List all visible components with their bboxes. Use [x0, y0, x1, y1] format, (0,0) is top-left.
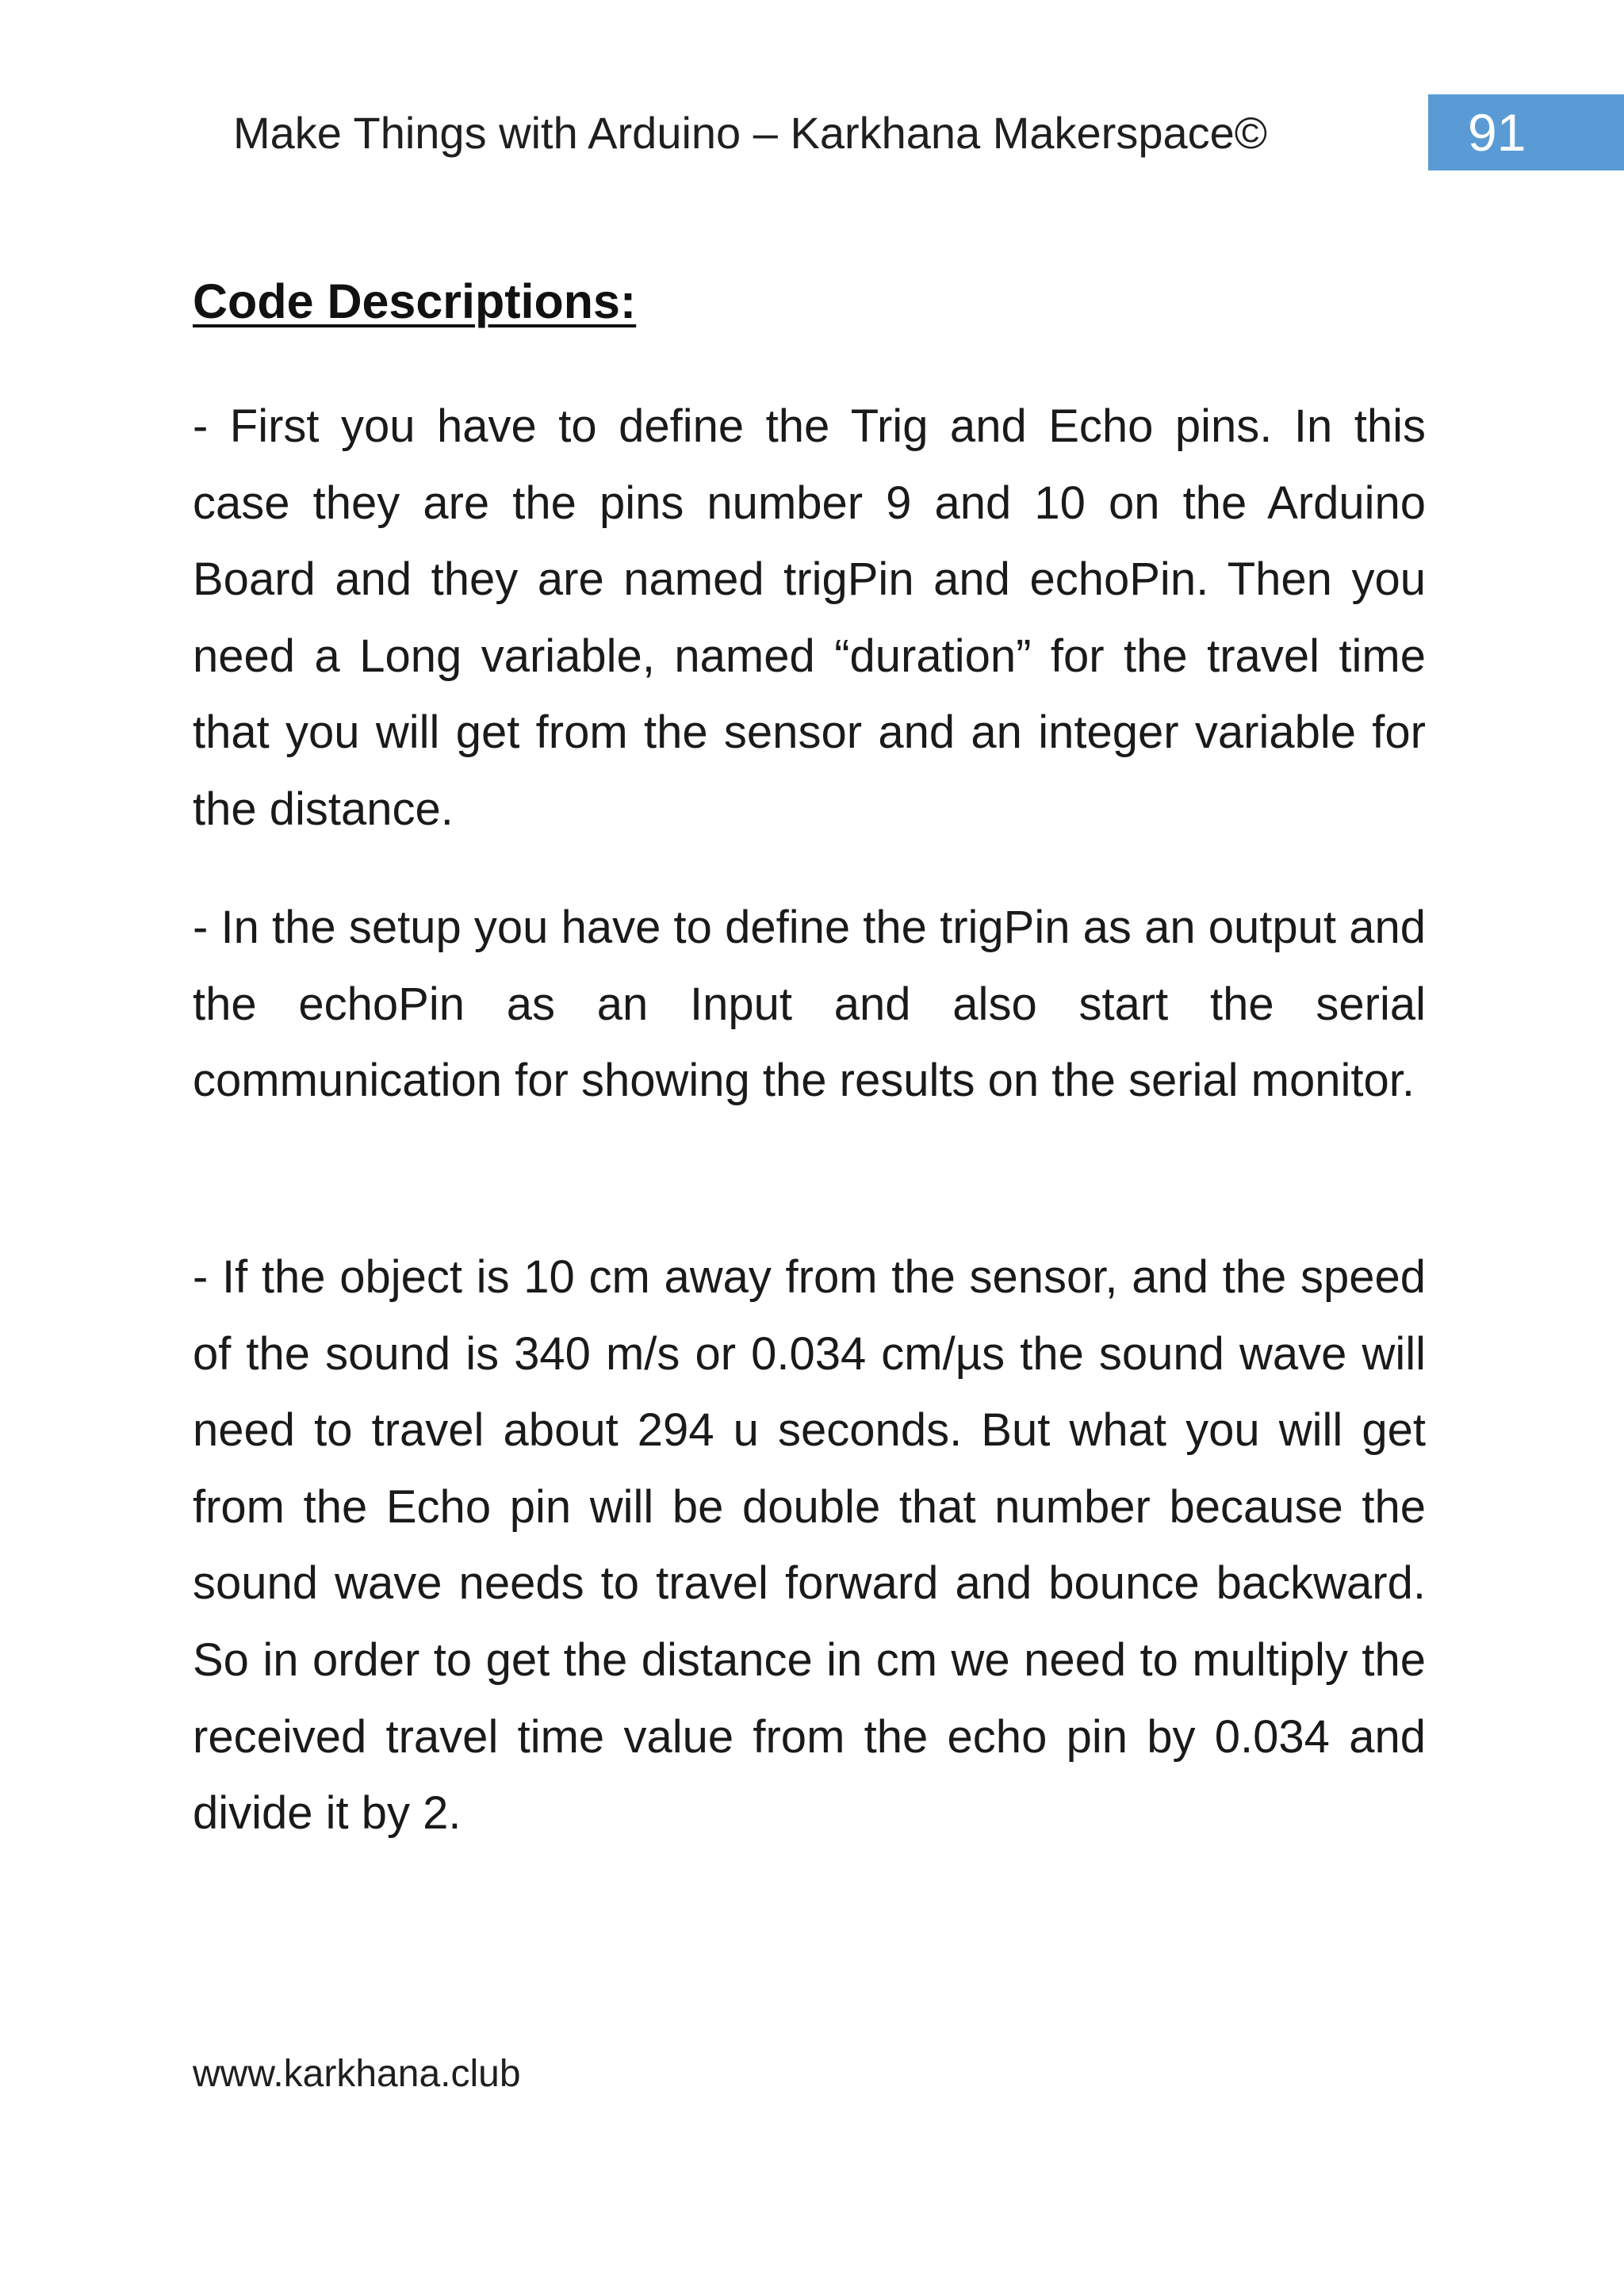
paragraph-distance-calculation: - If the object is 10 cm away from the sensor, and the speed of the sound is 340 m/s or 0.034 cm/µs the sound wave will need to travel about 294 u seconds. But what you will get from the Echo pin will be double that number because the sound wave needs to travel forward and bounce backward. So in order to get the distance in cm we need to multiply the received travel time value from the echo pin by 0.034 and divide it by 2. — [193, 1251, 1426, 1840]
paragraph-pin-definitions: - First you have to define the Trig and Echo pins. In this case they are the pins number 9 and 10 on the Arduino Board and they are named trigPin and echoPin. Then you need a Long variable, named “duration” for the travel time that you will get from the sensor and an integer variable for the distance. — [193, 400, 1426, 835]
page-number: 91 — [1468, 103, 1526, 162]
footer-website: www.karkhana.club — [193, 2053, 521, 2095]
running-header-title: Make Things with Arduino – Karkhana Makerspace© — [233, 108, 1268, 158]
page-number-badge — [1428, 94, 1624, 170]
paragraph-setup: - In the setup you have to define the trigPin as an output and the echoPin as an Input and also start the serial communication for showing the results on the serial monitor. — [193, 902, 1426, 1107]
section-heading: Code Descriptions: — [193, 274, 637, 328]
